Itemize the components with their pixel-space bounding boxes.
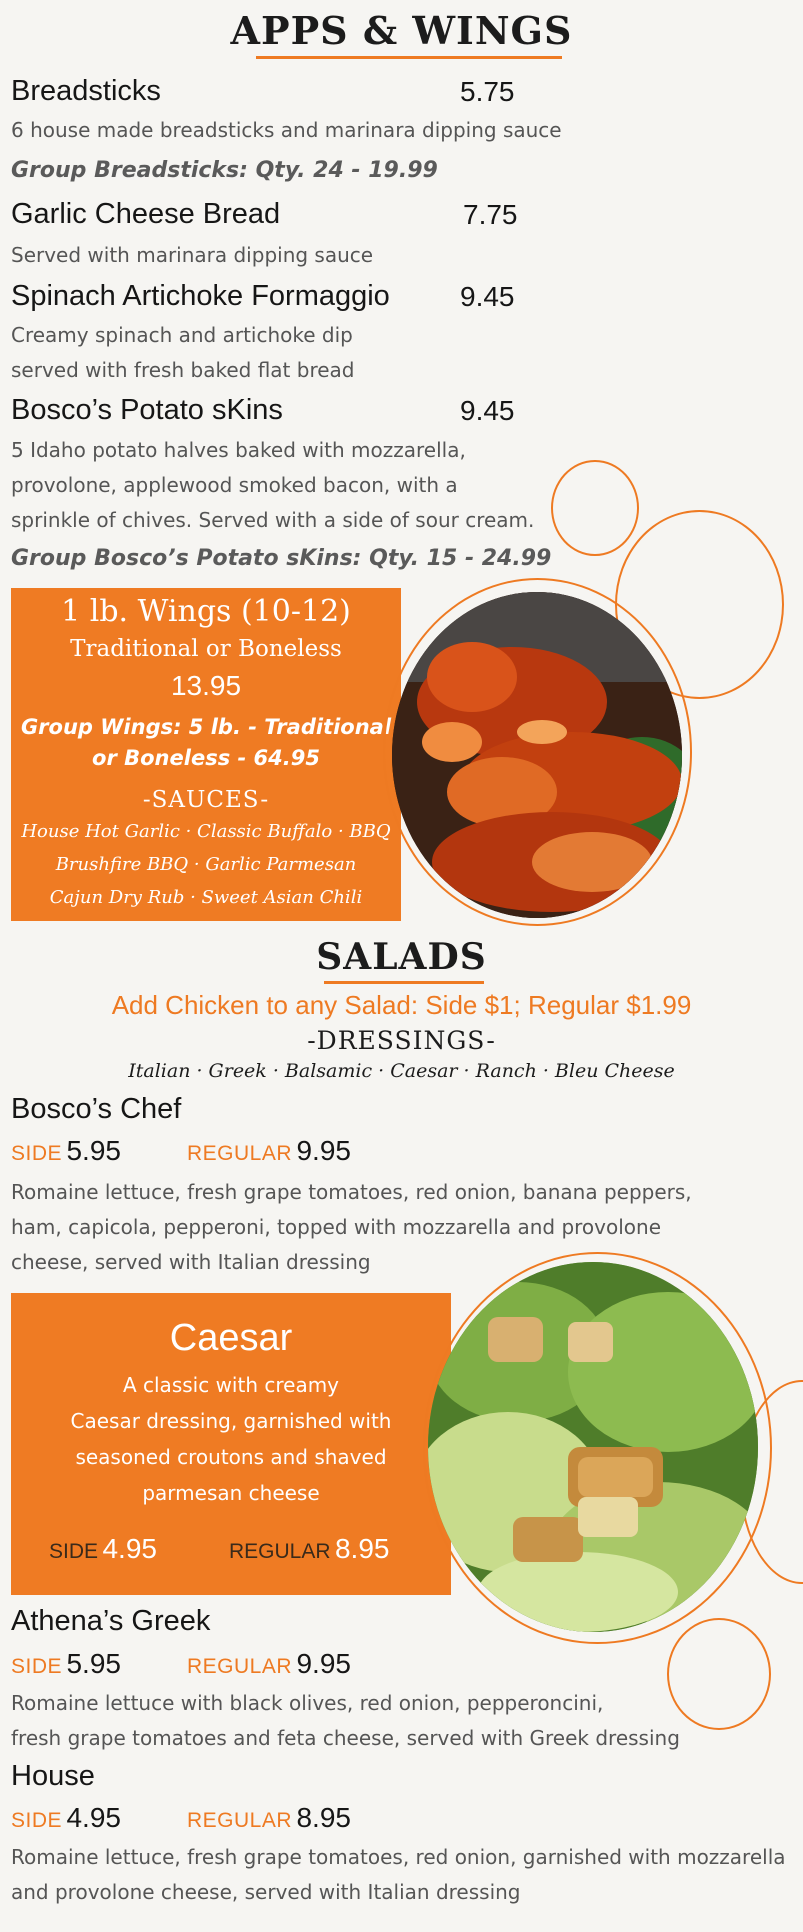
caesar-title: Caesar [169,1317,293,1359]
menu-item-description: Creamy spinach and artichoke dip [11,323,353,347]
menu-item-name: Spinach Artichoke Formaggio [11,280,390,312]
price-row [49,1533,157,1565]
sauces-list: House Hot Garlic · Classic Buffalo · BBQ [21,821,391,842]
menu-item-name: Bosco’s Chef [11,1093,182,1125]
menu-item-price: 7.75 [463,199,518,230]
add-chicken-note: Add Chicken to any Salad: Side $1; Regular $1.99 [111,990,692,1020]
menu-item-name: Garlic Cheese Bread [11,198,281,230]
wings-panel [11,588,401,921]
title-underline [256,56,562,59]
menu-item-name: Breadsticks [11,75,161,107]
menu-item-description: Served with marinara dipping sauce [11,243,374,267]
menu-item-description: fresh grape tomatoes and feta cheese, served with Greek dressing [11,1726,680,1750]
menu-item-description: provolone, applewood smoked bacon, with a [11,473,458,497]
menu-item-description: cheese, served with Italian dressing [11,1250,371,1274]
caesar-photo-illustration [428,1262,758,1632]
side-price: 5.95 [66,1135,121,1166]
price-row [11,1135,121,1167]
regular-label: REGULAR [187,1809,293,1832]
price-row [187,1802,351,1834]
regular-price: 8.95 [296,1802,351,1833]
section-title-apps-wings: APPS & WINGS [230,8,573,53]
menu-item-name: Athena’s Greek [11,1605,211,1637]
side-price: 5.95 [66,1648,121,1679]
caesar-salad-photo [428,1262,758,1632]
price-row [11,1802,121,1834]
sauces-list: Cajun Dry Rub · Sweet Asian Chili [49,887,363,908]
menu-item-description: 6 house made breadsticks and marinara dipping sauce [11,118,562,142]
menu-item-description: and provolone cheese, served with Italian dressing [11,1880,521,1904]
menu-item-price: 9.45 [460,395,515,426]
caesar-panel [11,1293,451,1595]
side-label: SIDE [11,1142,63,1165]
price-row [11,1648,121,1680]
dressings-list: Italian · Greek · Balsamic · Caesar · Ranch · Bleu Cheese [128,1060,675,1082]
caesar-description: A classic with creamy [122,1373,340,1397]
menu-item-description: ham, capicola, pepperoni, topped with mozzarella and provolone [11,1215,661,1239]
price-row [187,1135,351,1167]
caesar-description: seasoned croutons and shaved [75,1445,387,1469]
regular-label: REGULAR [187,1655,293,1678]
group-order-note: Group Bosco’s Potato sKins: Qty. 15 - 24.99 [11,546,552,571]
wings-photo [392,592,682,918]
menu-item-name: House [11,1760,95,1792]
regular-price: 8.95 [334,1533,390,1564]
sauces-title: -SAUCES- [142,787,270,813]
group-wings-note: Group Wings: 5 lb. - Traditional [20,715,392,739]
side-label: SIDE [11,1809,63,1832]
menu-item-description: 5 Idaho potato halves baked with mozzarella, [11,438,466,462]
group-wings-note: or Boneless - 64.95 [92,746,320,770]
price-row [187,1648,351,1680]
menu-item-description: Romaine lettuce, fresh grape tomatoes, red onion, banana peppers, [11,1180,692,1204]
menu-item-description: sprinkle of chives. Served with a side of sour cream. [11,508,535,532]
menu-item-price: 5.75 [460,76,515,107]
regular-price: 9.95 [296,1135,351,1166]
sauces-list: Brushfire BBQ · Garlic Parmesan [55,854,357,875]
menu-item-description: served with fresh baked flat bread [11,358,355,382]
wings-title: 1 lb. Wings (10-12) [61,594,351,629]
wings-price: 13.95 [170,670,242,701]
decorative-circle [551,460,639,556]
regular-price: 9.95 [296,1648,351,1679]
regular-label: REGULAR [229,1540,331,1563]
wings-photo-illustration [392,592,682,918]
side-label: SIDE [49,1540,99,1563]
side-price: 4.95 [102,1533,157,1564]
caesar-description: parmesan cheese [142,1481,320,1505]
menu-item-price: 9.45 [460,281,515,312]
menu-item-description: Romaine lettuce with black olives, red onion, pepperoncini, [11,1691,604,1715]
price-row [229,1533,389,1565]
regular-label: REGULAR [187,1142,293,1165]
menu-item-description: Romaine lettuce, fresh grape tomatoes, red onion, garnished with mozzarella [11,1845,786,1869]
side-price: 4.95 [66,1802,121,1833]
side-label: SIDE [11,1655,63,1678]
group-order-note: Group Breadsticks: Qty. 24 - 19.99 [11,158,438,183]
decorative-circle [667,1618,771,1730]
wings-subtitle: Traditional or Boneless [70,636,342,662]
dressings-title: -DRESSINGS- [307,1026,496,1055]
caesar-description: Caesar dressing, garnished with [70,1409,392,1433]
menu-item-name: Bosco’s Potato sKins [11,394,283,426]
title-underline [324,981,484,984]
section-title-salads: SALADS [316,936,487,978]
